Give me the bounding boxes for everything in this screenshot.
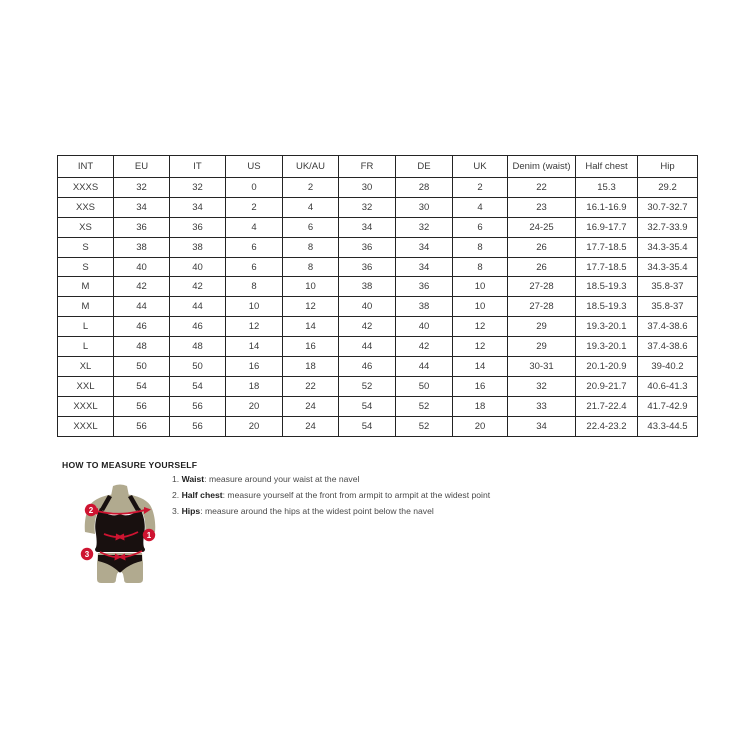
table-cell: 32 xyxy=(396,217,453,237)
table-row xyxy=(58,396,698,416)
table-cell: 29 xyxy=(508,317,576,337)
table-cell: 46 xyxy=(170,317,226,337)
table-cell: 54 xyxy=(339,416,396,436)
table-cell: 32 xyxy=(339,197,396,217)
table-cell: 20.9-21.7 xyxy=(576,376,638,396)
table-cell: 4 xyxy=(453,197,508,217)
table-row xyxy=(58,257,698,277)
table-cell: 35.8-37 xyxy=(638,297,698,317)
table-cell: 30 xyxy=(339,178,396,198)
step-text: : measure around the hips at the widest point below the navel xyxy=(200,506,434,516)
table-cell: 37.4-38.6 xyxy=(638,337,698,357)
table-cell: 34.3-35.4 xyxy=(638,237,698,257)
measurement-figure xyxy=(58,468,183,588)
table-cell: 30 xyxy=(396,197,453,217)
table-cell: 19.3-20.1 xyxy=(576,317,638,337)
table-cell: 12 xyxy=(453,337,508,357)
table-cell: 21.7-22.4 xyxy=(576,396,638,416)
table-row xyxy=(58,297,698,317)
table-cell: 36 xyxy=(339,257,396,277)
table-cell: 54 xyxy=(114,376,170,396)
table-cell: 27-28 xyxy=(508,277,576,297)
table-cell: 40 xyxy=(396,317,453,337)
table-cell: 18.5-19.3 xyxy=(576,277,638,297)
table-cell: 32.7-33.9 xyxy=(638,217,698,237)
table-cell: 36 xyxy=(114,217,170,237)
table-cell: 16 xyxy=(453,376,508,396)
table-cell: 36 xyxy=(170,217,226,237)
table-cell: 27-28 xyxy=(508,297,576,317)
column-header: UK xyxy=(453,156,508,178)
table-cell: M xyxy=(58,297,114,317)
table-cell: 32 xyxy=(114,178,170,198)
table-cell: 6 xyxy=(226,237,283,257)
table-cell: 50 xyxy=(396,376,453,396)
table-cell: 54 xyxy=(170,376,226,396)
table-cell: 52 xyxy=(396,396,453,416)
column-header: US xyxy=(226,156,283,178)
table-cell: 10 xyxy=(453,277,508,297)
table-cell: L xyxy=(58,337,114,357)
measure-step-waist xyxy=(172,471,490,487)
mannequin-illustration xyxy=(58,468,183,588)
table-cell: 41.7-42.9 xyxy=(638,396,698,416)
table-cell: 32 xyxy=(508,376,576,396)
table-cell: 48 xyxy=(114,337,170,357)
table-cell: 56 xyxy=(170,416,226,436)
table-cell: 16 xyxy=(283,337,339,357)
table-cell: XXS xyxy=(58,197,114,217)
table-cell: 20.1-20.9 xyxy=(576,357,638,377)
table-cell: 42 xyxy=(396,337,453,357)
table-cell: 24 xyxy=(283,396,339,416)
table-row xyxy=(58,178,698,198)
table-cell: XS xyxy=(58,217,114,237)
step-term: Half chest xyxy=(181,490,223,500)
column-header: Half chest xyxy=(576,156,638,178)
table-cell: 16.9-17.7 xyxy=(576,217,638,237)
table-cell: 48 xyxy=(170,337,226,357)
table-cell: XXXL xyxy=(58,416,114,436)
table-cell: 44 xyxy=(170,297,226,317)
table-row xyxy=(58,376,698,396)
table-cell: 8 xyxy=(453,257,508,277)
table-cell: 34.3-35.4 xyxy=(638,257,698,277)
table-cell: 20 xyxy=(453,416,508,436)
table-cell: 38 xyxy=(396,297,453,317)
table-cell: 50 xyxy=(170,357,226,377)
step-text: : measure yourself at the front from armpit to armpit at the widest point xyxy=(222,490,491,500)
step-term: Hips xyxy=(181,506,201,516)
table-cell: 20 xyxy=(226,396,283,416)
column-header: Denim (waist) xyxy=(508,156,576,178)
table-cell: 18 xyxy=(283,357,339,377)
table-row xyxy=(58,217,698,237)
step-number: 1. xyxy=(172,474,180,484)
step-term: Waist xyxy=(181,474,205,484)
table-cell: 29 xyxy=(508,337,576,357)
table-cell: 14 xyxy=(226,337,283,357)
measure-guide-title: HOW TO MEASURE YOURSELF xyxy=(62,460,198,470)
table-cell: XXXS xyxy=(58,178,114,198)
table-cell: 8 xyxy=(453,237,508,257)
table-cell: 12 xyxy=(283,297,339,317)
table-row xyxy=(58,277,698,297)
table-cell: 52 xyxy=(396,416,453,436)
chest-marker-label: 2 xyxy=(88,506,94,515)
table-cell: 32 xyxy=(170,178,226,198)
table-cell: 2 xyxy=(453,178,508,198)
table-cell: 40 xyxy=(170,257,226,277)
table-cell: 34 xyxy=(508,416,576,436)
table-cell: XL xyxy=(58,357,114,377)
table-cell: 10 xyxy=(226,297,283,317)
table-cell: 50 xyxy=(114,357,170,377)
table-cell: 28 xyxy=(396,178,453,198)
table-cell: 17.7-18.5 xyxy=(576,257,638,277)
table-cell: 14 xyxy=(453,357,508,377)
table-cell: 8 xyxy=(283,257,339,277)
measure-step-hips xyxy=(172,503,490,519)
table-cell: 38 xyxy=(170,237,226,257)
step-text: : measure around your waist at the navel xyxy=(204,474,360,484)
table-cell: 15.3 xyxy=(576,178,638,198)
table-cell: 20 xyxy=(226,416,283,436)
table-cell: 26 xyxy=(508,257,576,277)
table-cell: 39-40.2 xyxy=(638,357,698,377)
table-cell: 40 xyxy=(339,297,396,317)
column-header: DE xyxy=(396,156,453,178)
table-cell: 22 xyxy=(283,376,339,396)
table-cell: 8 xyxy=(283,237,339,257)
table-cell: 46 xyxy=(339,357,396,377)
table-cell: 0 xyxy=(226,178,283,198)
table-cell: 35.8-37 xyxy=(638,277,698,297)
table-cell: 44 xyxy=(114,297,170,317)
column-header: EU xyxy=(114,156,170,178)
table-cell: 6 xyxy=(226,257,283,277)
table-cell: 36 xyxy=(339,237,396,257)
table-cell: 14 xyxy=(283,317,339,337)
table-cell: 34 xyxy=(396,257,453,277)
table-cell: 26 xyxy=(508,237,576,257)
table-header-row xyxy=(58,156,698,178)
table-cell: 42 xyxy=(114,277,170,297)
waist-marker-label: 1 xyxy=(146,531,152,540)
table-cell: S xyxy=(58,257,114,277)
table-cell: 22 xyxy=(508,178,576,198)
table-cell: 18 xyxy=(226,376,283,396)
table-cell: 37.4-38.6 xyxy=(638,317,698,337)
table-cell: 38 xyxy=(114,237,170,257)
table-row xyxy=(58,197,698,217)
table-cell: 10 xyxy=(453,297,508,317)
table-row xyxy=(58,416,698,436)
table-cell: 44 xyxy=(396,357,453,377)
table-cell: 56 xyxy=(170,396,226,416)
column-header: UK/AU xyxy=(283,156,339,178)
table-cell: 10 xyxy=(283,277,339,297)
table-cell: 8 xyxy=(226,277,283,297)
table-cell: 30.7-32.7 xyxy=(638,197,698,217)
table-cell: 54 xyxy=(339,396,396,416)
table-cell: 29.2 xyxy=(638,178,698,198)
table-cell: S xyxy=(58,237,114,257)
table-body xyxy=(58,178,698,437)
table-cell: 12 xyxy=(453,317,508,337)
table-cell: 2 xyxy=(226,197,283,217)
table-cell: 12 xyxy=(226,317,283,337)
table-cell: XXXL xyxy=(58,396,114,416)
table-cell: 2 xyxy=(283,178,339,198)
table-cell: 52 xyxy=(339,376,396,396)
step-number: 3. xyxy=(172,506,180,516)
table-cell: 36 xyxy=(396,277,453,297)
table-cell: 42 xyxy=(339,317,396,337)
table-cell: 22.4-23.2 xyxy=(576,416,638,436)
table-row xyxy=(58,357,698,377)
table-cell: 17.7-18.5 xyxy=(576,237,638,257)
table-cell: 38 xyxy=(339,277,396,297)
table-cell: XXL xyxy=(58,376,114,396)
table-cell: 40 xyxy=(114,257,170,277)
step-number: 2. xyxy=(172,490,180,500)
table-cell: 18 xyxy=(453,396,508,416)
table-row xyxy=(58,317,698,337)
table-cell: 6 xyxy=(453,217,508,237)
column-header: Hip xyxy=(638,156,698,178)
column-header: IT xyxy=(170,156,226,178)
table-cell: 23 xyxy=(508,197,576,217)
table-row xyxy=(58,337,698,357)
table-cell: 42 xyxy=(170,277,226,297)
table-row xyxy=(58,237,698,257)
table-cell: 34 xyxy=(396,237,453,257)
table-cell: 34 xyxy=(170,197,226,217)
table-cell: L xyxy=(58,317,114,337)
column-header: FR xyxy=(339,156,396,178)
table-cell: 24 xyxy=(283,416,339,436)
table-cell: 56 xyxy=(114,396,170,416)
table-cell: 46 xyxy=(114,317,170,337)
table-cell: 16 xyxy=(226,357,283,377)
table-cell: 33 xyxy=(508,396,576,416)
table-cell: 18.5-19.3 xyxy=(576,297,638,317)
size-chart-table xyxy=(57,155,698,437)
measure-step-half-chest xyxy=(172,487,490,503)
table-cell: M xyxy=(58,277,114,297)
table-cell: 34 xyxy=(339,217,396,237)
table-cell: 4 xyxy=(226,217,283,237)
table-cell: 30-31 xyxy=(508,357,576,377)
table-cell: 19.3-20.1 xyxy=(576,337,638,357)
column-header: INT xyxy=(58,156,114,178)
table-cell: 16.1-16.9 xyxy=(576,197,638,217)
table-cell: 56 xyxy=(114,416,170,436)
table-cell: 4 xyxy=(283,197,339,217)
table-cell: 24-25 xyxy=(508,217,576,237)
table-cell: 34 xyxy=(114,197,170,217)
table-cell: 43.3-44.5 xyxy=(638,416,698,436)
table-cell: 44 xyxy=(339,337,396,357)
hips-marker-label: 3 xyxy=(84,550,90,559)
table-cell: 40.6-41.3 xyxy=(638,376,698,396)
table-cell: 6 xyxy=(283,217,339,237)
measure-steps-list xyxy=(172,471,490,519)
